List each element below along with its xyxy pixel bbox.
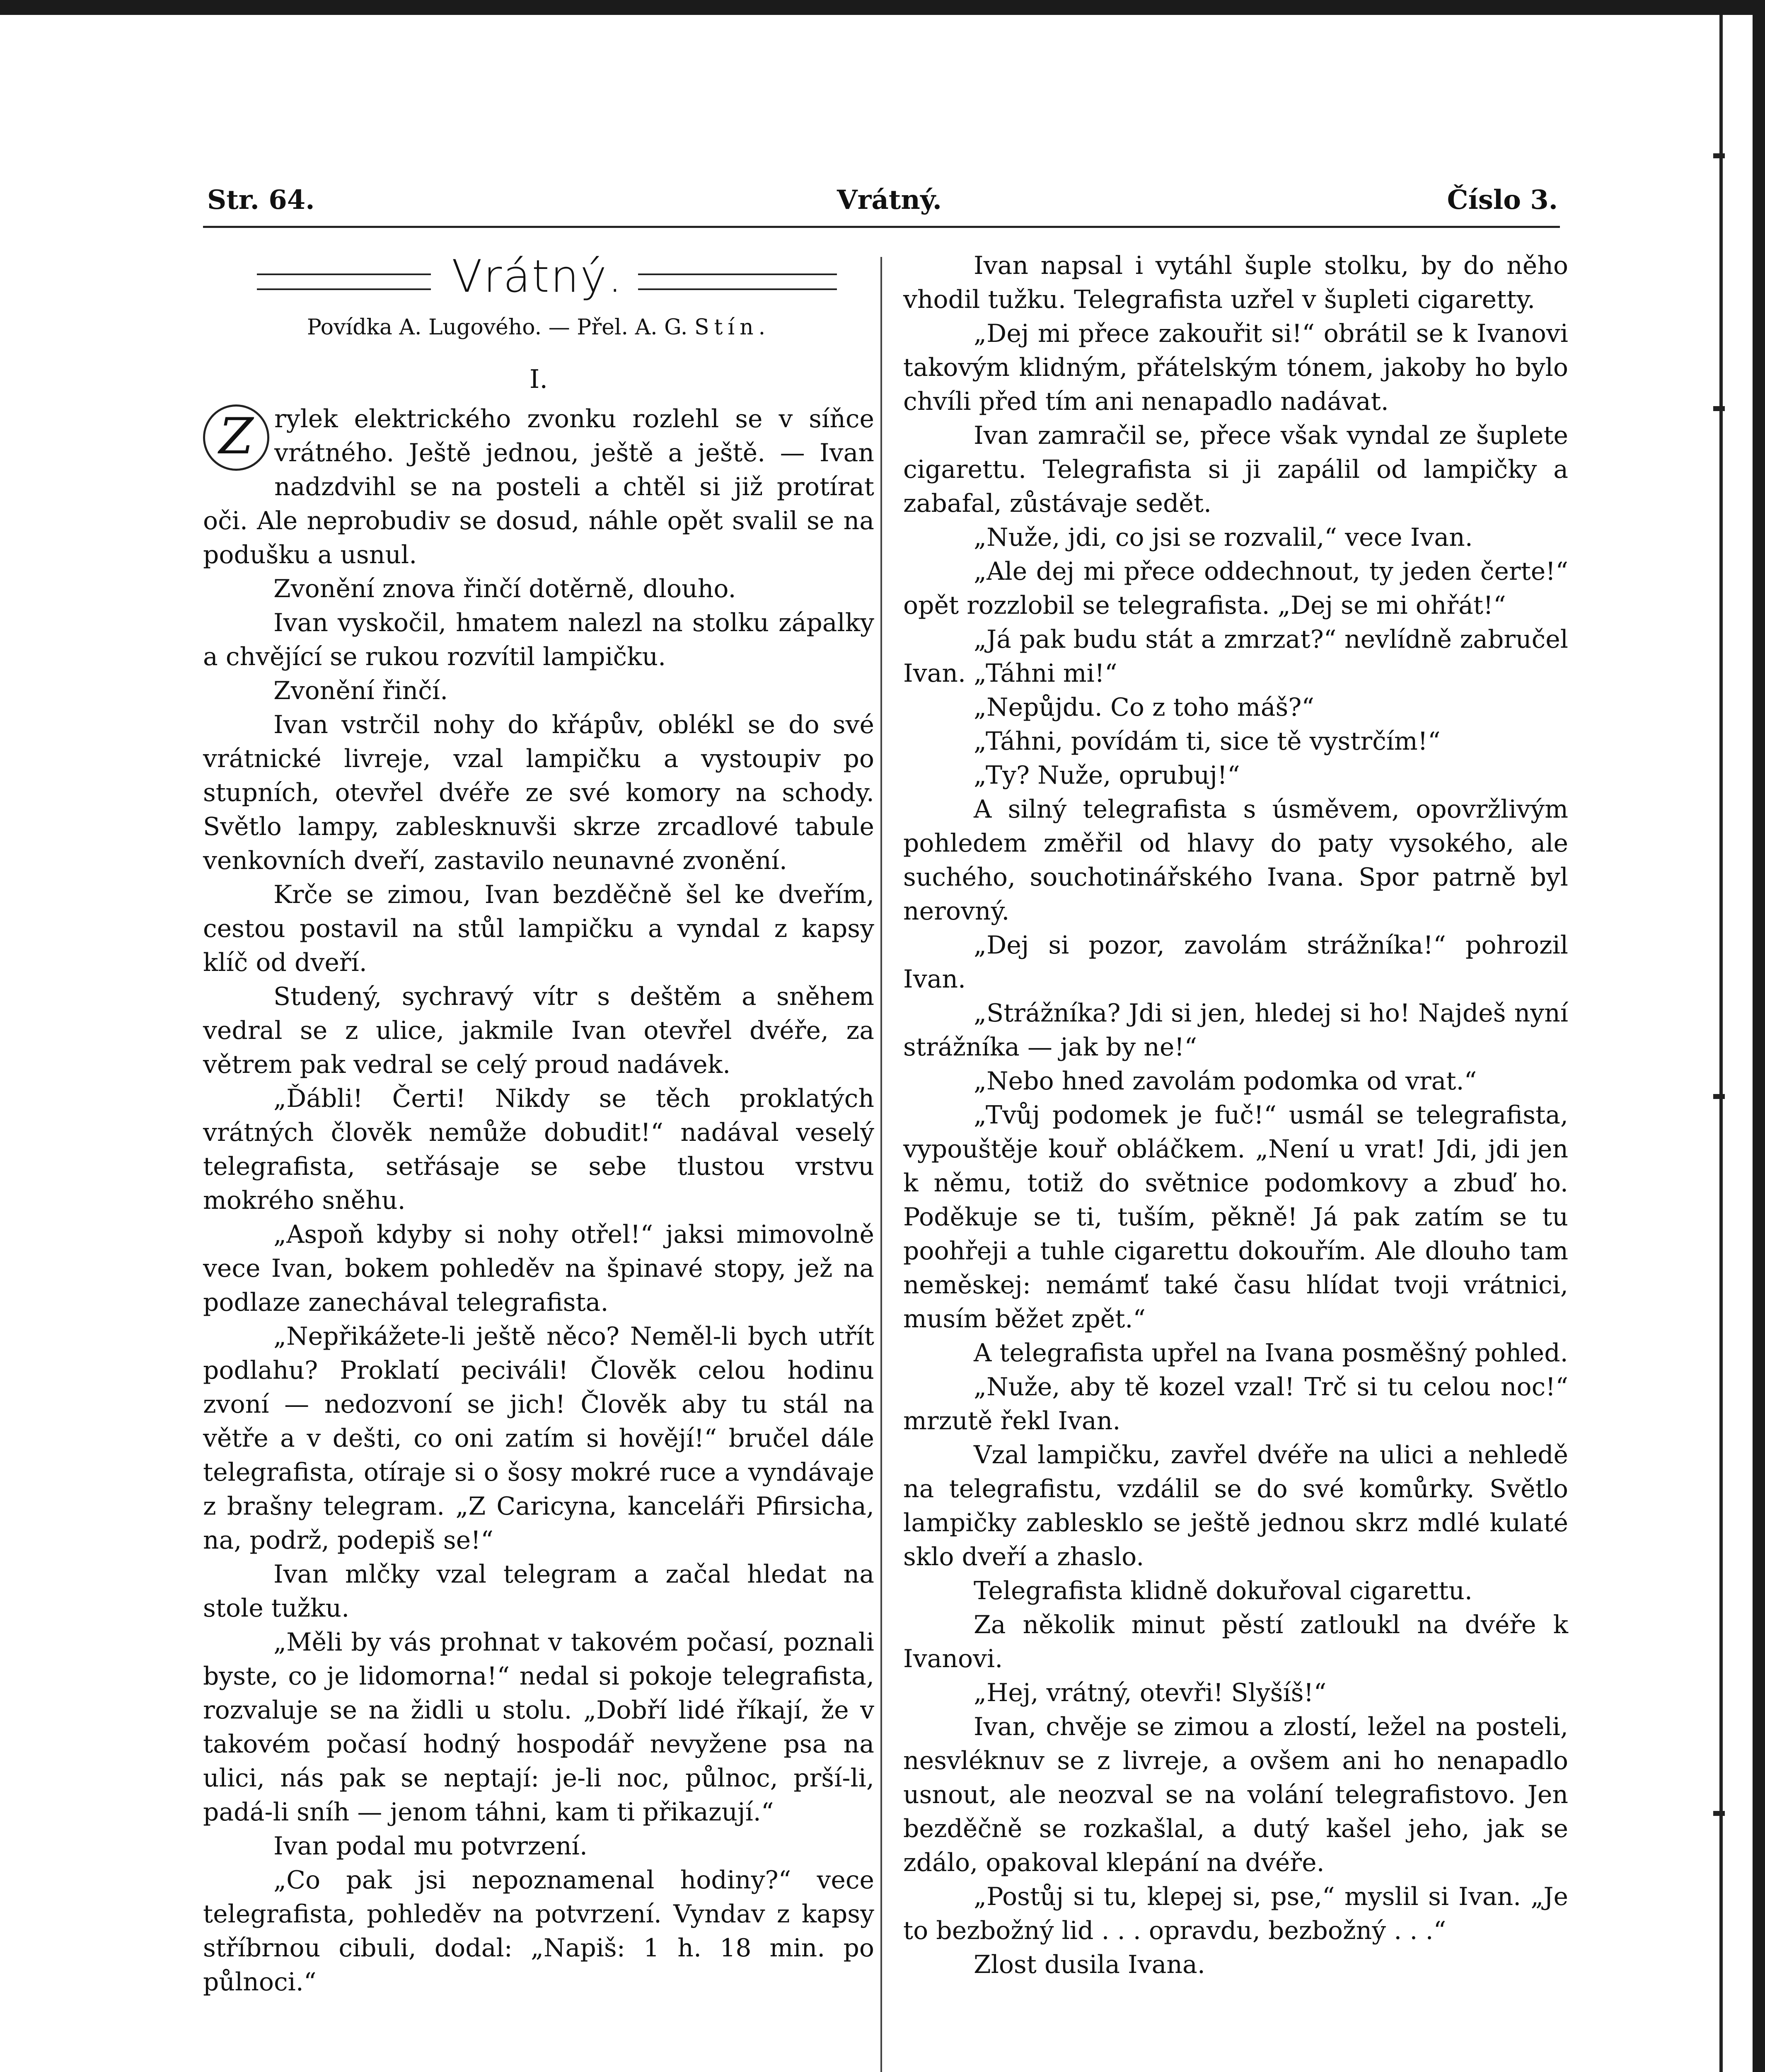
paragraph: „Aspoň kdyby si nohy otřel!“ jaksi mimovolně vece Ivan, bokem pohleděv na špinavé stopy, jež na podlaze zanechával telegrafista.	[203, 1220, 874, 1317]
paragraph: Zvonění znova řinčí dotěrně, dlouho.	[273, 574, 736, 603]
paragraph: „Nepřikážete-li ještě něco? Neměl-li bych utřít podlahu? Proklatí peciváli! Člověk celou hodinu zvoní — nedozvoní se jich! Člověk aby tu stál na větře a v dešti, co oni zatím si hovějí!“ bručel dále telegrafista, otíraje si o šosy mokré ruce a vyndávaje z brašny telegram. „Z Caricyna, kanceláři Pfirsicha, na, podrž, podepiš se!“	[203, 1322, 874, 1555]
article-title-block	[203, 249, 874, 311]
margin-mark	[1713, 406, 1725, 411]
article-title: Vrátný.	[452, 251, 624, 303]
paragraph: „Dej mi přece zakouřit si!“ obrátil se k Ivanovi takovým klidným, přátelským tónem, jakoby ho bylo chvíli před tím ani nenapadlo nadávat.	[903, 319, 1568, 416]
paragraph: Vzal lampičku, zavřel dvéře na ulici a nehledě na telegrafistu, vzdálil se do své komůrky. Světlo lampičky zablesklo se ještě jednou skrz mdlé kulaté sklo dveří a zhaslo.	[903, 1440, 1568, 1571]
paragraph: Zlost dusila Ivana.	[974, 1950, 1205, 1979]
paragraph: „Ty? Nuže, oprubuj!“	[974, 761, 1240, 790]
paragraph: „Ďábli! Čerti! Nikdy se těch proklatých vrátných člověk nemůže dobudit!“ nadával veselý telegrafista, setřásaje se sebe tlustou vrstvu mokrého sněhu.	[203, 1084, 874, 1215]
byline-text: Povídka A. Lugového. — Přel. A. G.	[307, 315, 688, 340]
right-column	[903, 249, 1568, 1982]
paragraph: „Nuže, aby tě kozel vzal! Trč si tu celou noc!“ mrzutě řekl Ivan.	[903, 1372, 1568, 1435]
paragraph: A silný telegrafista s úsměvem, opovržlivým pohledem změřil od hlavy do paty vysokého, ale suchého, souchotinářského Ivana. Spor patrně byl nerovný.	[903, 795, 1568, 926]
paragraph: Studený, sychravý vítr s deštěm a sněhem vedral se z ulice, jakmile Ivan otevřel dvéře, za větrem pak vedral se celý proud nadávek.	[203, 982, 874, 1079]
paragraph: Telegrafista klidně dokuřoval cigarettu.	[974, 1576, 1472, 1605]
paragraph: „Nuže, jdi, co jsi se rozvalil,“ vece Ivan.	[974, 523, 1473, 552]
translator-name: Stín.	[694, 315, 771, 340]
right-column-text	[903, 249, 1568, 1982]
paragraph: Ivan zamračil se, přece však vyndal ze šuplete cigarettu. Telegrafista si ji zapálil od lampičky a zabafal, zůstávaje sedět.	[903, 421, 1568, 518]
margin-mark	[1713, 1094, 1725, 1099]
paragraph: Zvonění řinčí.	[273, 676, 448, 705]
paragraph: „Ale dej mi přece oddechnout, ty jeden čerte!“ opět rozzlobil se telegrafista. „Dej se mi ohřát!“	[903, 557, 1568, 620]
paragraph: Ivan vstrčil nohy do křápův, oblékl se do své vrátnické livreje, vzal lampičku a vystoupiv po stupních, otevřel dvéře ze své komory na schody. Světlo lampy, zablesknuvši skrze zrcadlové tabule venkovních dveří, zastavilo neunavné zvonění.	[203, 710, 874, 875]
title-ornament-left	[257, 274, 431, 290]
paragraph: „Postůj si tu, klepej si, pse,“ myslil si Ivan. „Je to bezbožný lid . . . opravdu, bezbožný . . .“	[903, 1882, 1568, 1945]
byline	[203, 315, 874, 356]
header-rule	[203, 226, 1560, 228]
scan-edge-right	[1753, 0, 1765, 2072]
paragraph: „Táhni, povídám ti, sice tě vystrčím!“	[974, 727, 1441, 756]
column-divider	[880, 257, 882, 2072]
title-ornament-right	[638, 274, 837, 290]
paragraph: „Nepůjdu. Co z toho máš?“	[974, 693, 1315, 722]
page-header	[207, 184, 1558, 213]
scan-edge-top	[0, 0, 1765, 15]
paragraph: „Nebo hned zavolám podomka od vrat.“	[974, 1067, 1477, 1096]
paragraph: Krče se zimou, Ivan bezděčně šel ke dveřím, cestou postavil na stůl lampičku a vyndal z kapsy klíč od dveří.	[203, 880, 874, 977]
margin-mark	[1713, 1811, 1725, 1816]
paragraph: „Tvůj podomek je fuč!“ usmál se telegrafista, vypouštěje kouř obláčkem. „Není u vrat! Jdi, jdi jen k němu, totiž do světnice podomkovy a zbuď ho. Poděkuje se ti, tuším, pěkně! Já pak zatím se tu poohřeji a tuhle cigarettu dokouřím. Ale dlouho tam neměskej: nemámť také času hlídat tvoji vrátnici, musím běžet zpět.“	[903, 1101, 1568, 1334]
paragraph: „Co pak jsi nepoznamenal hodiny?“ vece telegrafista, pohleděv na potvrzení. Vyndav z kapsy stříbrnou cibuli, dodal: „Napiš: 1 h. 18 min. po půlnoci.“	[203, 1866, 874, 1997]
paragraph: Ivan napsal i vytáhl šuple stolku, by do něho vhodil tužku. Telegrafista uzřel v šupleti cigaretty.	[903, 251, 1568, 314]
paragraph: Ivan, chvěje se zimou a zlostí, ležel na posteli, nesvléknuv se z livreje, a ovšem ani ho nenapadlo usnout, ale neozval se na volání telegrafistovo. Jen bezděčně se rozkašlal, a dutý kašel jeho, jak se zdálo, opakoval klepání na dvéře.	[903, 1712, 1568, 1877]
paragraph: „Měli by vás prohnat v takovém počasí, poznali byste, co je lidomorna!“ nedal si pokoje telegrafista, rozvaluje se na židli u stolu. „Dobří lidé říkají, že v takovém počasí hodný hospodář nevyžene psa na ulici, nás pak se neptají: je-li noc, půlnoc, prší-li, padá-li sníh — jenom táhni, kam ti přikazují.“	[203, 1628, 874, 1827]
left-column-text	[203, 402, 874, 1999]
paragraph: Ivan vyskočil, hmatem nalezl na stolku zápalky a chvějící se rukou rozvítil lampičku.	[203, 608, 874, 671]
chapter-number: I.	[529, 364, 548, 394]
paragraph	[203, 402, 874, 572]
page-number: Str. 64.	[207, 184, 315, 215]
page-border-line	[1719, 15, 1723, 2072]
left-column	[203, 249, 874, 1999]
paragraph: „Strážníka? Jdi si jen, hledej si ho! Najdeš nyní strážníka — jak by ne!“	[903, 999, 1568, 1062]
paragraph: A telegrafista upřel na Ivana posměšný pohled.	[974, 1339, 1568, 1368]
margin-mark	[1713, 153, 1725, 158]
running-title: Vrátný.	[837, 184, 942, 215]
paragraph: Ivan mlčky vzal telegram a začal hledat na stole tužku.	[203, 1560, 874, 1623]
paragraph: „Dej si pozor, zavolám strážníka!“ pohrozil Ivan.	[903, 931, 1568, 994]
paragraph: Za několik minut pěstí zatloukl na dvéře k Ivanovi.	[903, 1610, 1568, 1673]
paragraph-text: rylek elektrického zvonku rozlehl se v síňce vrátného. Ještě jednou, ještě a ještě. — Ivan nadzdvihl se na posteli a chtěl si již protírat oči. Ale neprobudiv se dosud, náhle opět svalil se na podušku a usnul.	[203, 404, 874, 569]
dropcap: Z	[203, 404, 269, 471]
paragraph: Ivan podal mu potvrzení.	[273, 1832, 588, 1861]
issue-number: Číslo 3.	[1447, 184, 1558, 215]
paragraph: „Hej, vrátný, otevři! Slyšíš!“	[974, 1678, 1327, 1707]
paragraph: „Já pak budu stát a zmrzat?“ nevlídně zabručel Ivan. „Táhni mi!“	[903, 625, 1568, 688]
